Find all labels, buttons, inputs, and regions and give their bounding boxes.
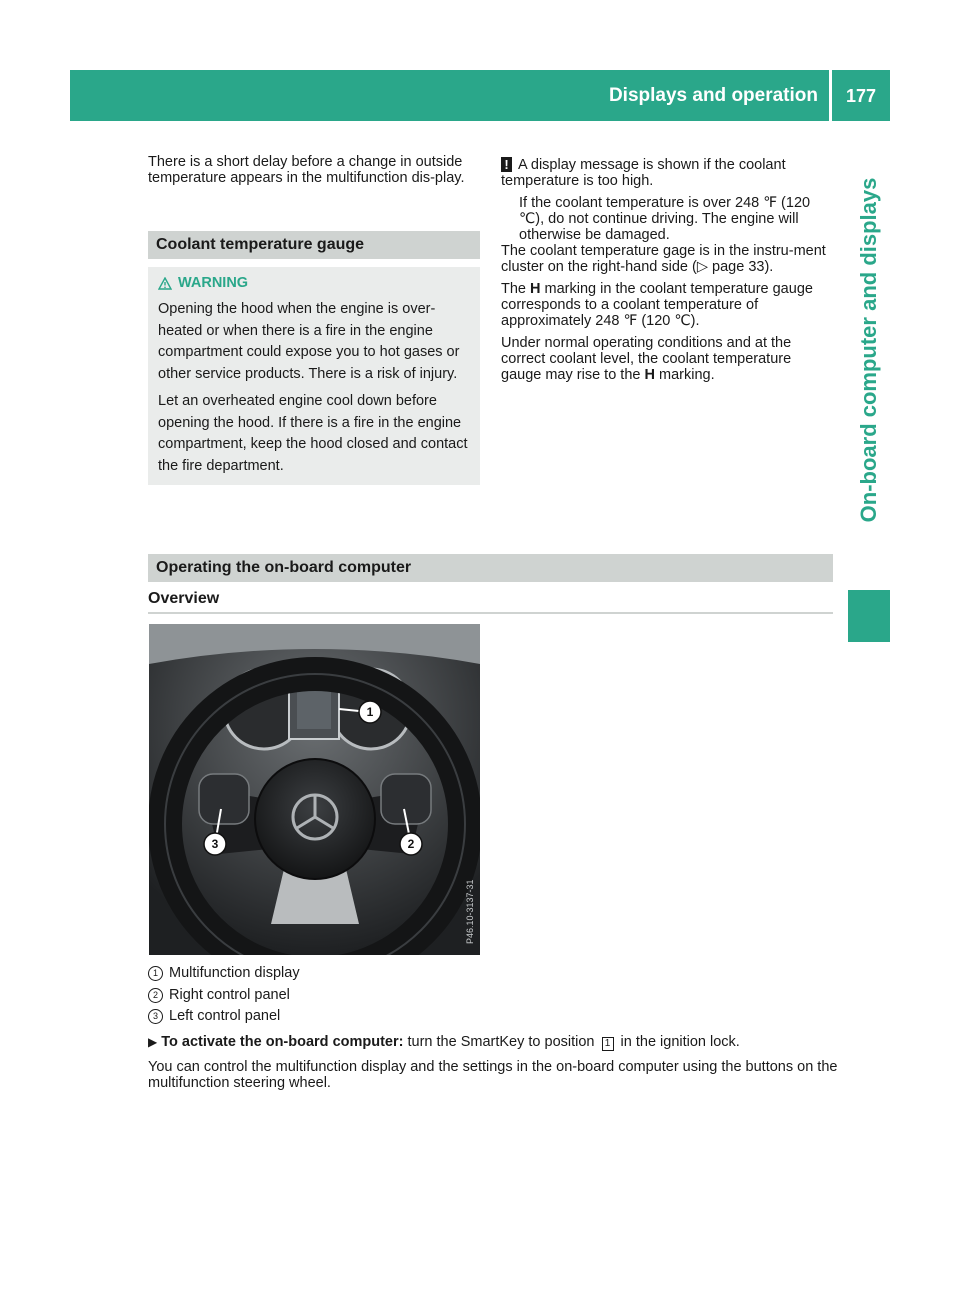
page-number: 177 <box>845 86 876 106</box>
legend-label: Left control panel <box>169 1008 281 1024</box>
step-arrow-icon: ▶ <box>148 1035 158 1049</box>
warning-paragraph-1: Opening the hood when the engine is over-heated or when there is a fire in the engine compartment could expose you to hot gases or other service products. There is a risk of injury. <box>158 301 460 382</box>
right-column <box>501 157 833 383</box>
text-fragment: marking in the coolant temperature gauge corresponds to a coolant temperature of approximately 248 ℉ (120 ℃). <box>501 281 813 329</box>
notice-text-1: A display message is shown if the coolant temperature is too high. <box>501 157 786 189</box>
side-tab-label: On-board computer and displays <box>856 177 881 523</box>
intro-paragraph: There is a short delay before a change in outside temperature appears in the multifunction dis-play. <box>148 154 465 186</box>
notice-paragraph-2: If the coolant temperature is over 248 ℉ (120 ℃), do not continue driving. The engine will otherwise be damaged. <box>519 195 811 243</box>
figure-legend <box>148 963 300 1028</box>
coolant-gauge-location: The coolant temperature gage is in the instru-ment cluster on the right-hand side (▷ page 33). <box>501 243 826 275</box>
steering-wheel-illustration <box>149 624 480 955</box>
control-description: You can control the multifunction display and the settings in the on-board computer using the buttons on the multifunction steering wheel. <box>148 1059 838 1091</box>
side-tab-marker <box>848 590 890 642</box>
activation-step <box>148 1034 838 1051</box>
callout-3: 3 <box>211 837 219 851</box>
warning-heading <box>158 275 470 291</box>
legend-item <box>148 1006 300 1028</box>
steering-wheel-figure <box>149 624 480 955</box>
overview-subtitle: Overview <box>148 590 833 614</box>
callout-2: 2 <box>407 837 415 851</box>
left-column <box>148 154 480 485</box>
legend-number: 3 <box>148 1009 163 1024</box>
notice-paragraph-1 <box>501 157 833 189</box>
normal-conditions-paragraph <box>501 335 833 383</box>
text-fragment: marking. <box>654 367 715 383</box>
h-marking-bold: H <box>530 281 541 297</box>
legend-number: 2 <box>148 988 163 1003</box>
warning-box <box>148 267 480 485</box>
section-title-coolant: Coolant temperature gauge <box>148 231 480 259</box>
text-fragment: Under normal operating conditions and at the correct coolant level, the coolant temperature gauge may rise to the <box>501 335 792 383</box>
header-bar <box>70 70 890 121</box>
text-fragment: turn the SmartKey to position <box>403 1034 599 1050</box>
header-separator <box>829 70 832 121</box>
key-position-symbol: 1 <box>602 1037 614 1051</box>
text-fragment: in the ignition lock. <box>616 1034 740 1050</box>
warning-paragraph-2: Let an overheated engine cool down before opening the hood. If there is a fire in the engine compartment, keep the hood closed and contact the fire department. <box>158 393 468 474</box>
legend-number: 1 <box>148 966 163 981</box>
legend-label: Right control panel <box>169 986 290 1003</box>
header-title: Displays and operation <box>608 85 818 106</box>
figure-code: P46.10-3137-31 <box>465 879 475 944</box>
section-title-onboard: Operating the on-board computer <box>148 554 833 582</box>
activation-section <box>148 1034 838 1091</box>
warning-heading-text: WARNING <box>178 275 249 291</box>
h-marking-bold: H <box>644 367 655 383</box>
warning-triangle-icon <box>158 277 172 290</box>
notice-block <box>501 157 833 243</box>
callout-1: 1 <box>366 705 374 719</box>
legend-item <box>148 985 300 1007</box>
legend-label: Multifunction display <box>169 965 300 981</box>
h-marking-paragraph <box>501 281 833 329</box>
side-tab <box>848 140 890 560</box>
legend-item <box>148 963 300 985</box>
text-fragment: The <box>501 281 531 297</box>
activation-bold: To activate the on-board computer: <box>161 1034 404 1050</box>
notice-icon: ! <box>501 157 512 172</box>
